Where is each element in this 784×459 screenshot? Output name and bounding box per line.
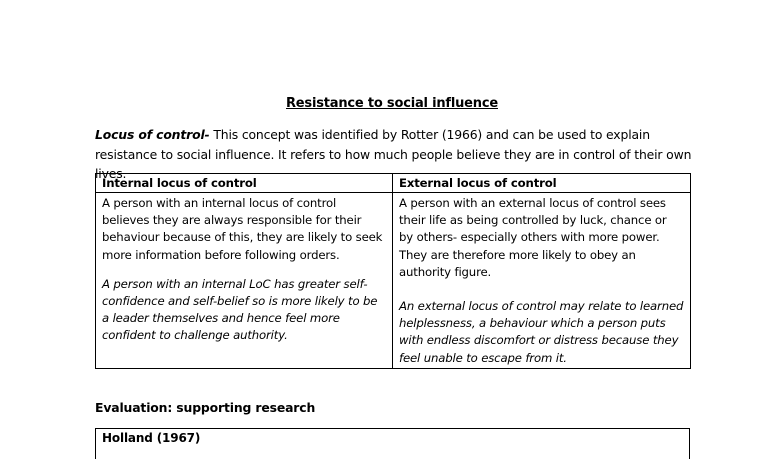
study-box (95, 428, 690, 459)
evaluation-heading: Evaluation: supporting research (95, 400, 316, 415)
intro-text: This concept was identified by Rotter (1966) and can be used to explain resistance to social influence. It refers to how much people believe they are in control of their own lives. (95, 127, 692, 181)
internal-paragraph: A person with an internal locus of control believes they are always responsible for their behaviour because of this, they are likely to seek more information before following orders. (102, 196, 383, 262)
study-box-title: Holland (1967) (102, 431, 201, 445)
locus-of-control-table (95, 173, 691, 369)
header-internal: Internal locus of control (96, 174, 393, 193)
table-row (96, 193, 691, 369)
internal-cell (96, 193, 393, 369)
external-paragraph: A person with an external locus of control sees their life as being controlled by luck, chance or by others- especially others with more power. They are therefore more likely to obey an authority figure. (399, 196, 667, 279)
external-italic-paragraph: An external locus of control may relate to learned helplessness, a behaviour which a person puts with endless discomfort or distress because they feel unable to escape from it. (399, 299, 684, 365)
header-external: External locus of control (393, 174, 691, 193)
page-title: Resistance to social influence (286, 96, 498, 111)
internal-italic-paragraph: A person with an internal LoC has greater self-confidence and self-belief so is more likely to be a leader themselves and hence feel more confident to challenge authority. (102, 276, 378, 343)
intro-term: Locus of control- (95, 127, 210, 142)
external-cell (393, 193, 691, 369)
table-header-row (96, 174, 691, 193)
